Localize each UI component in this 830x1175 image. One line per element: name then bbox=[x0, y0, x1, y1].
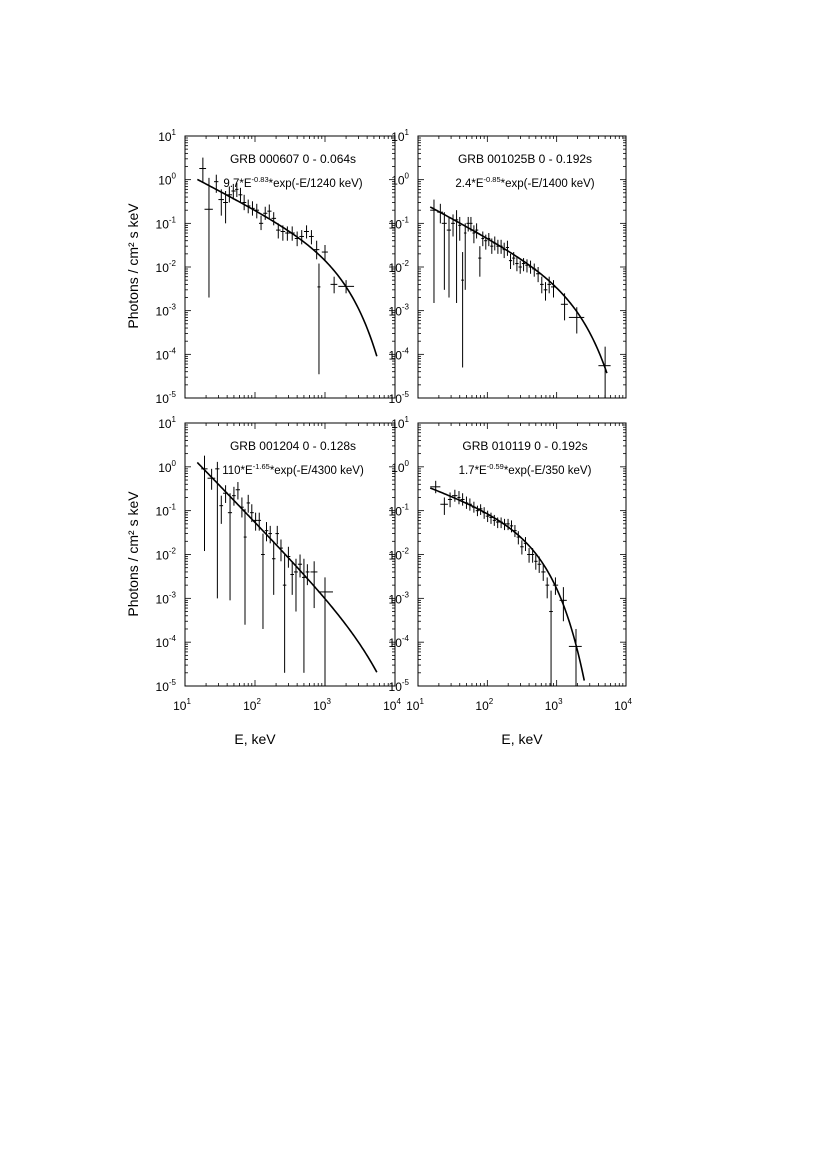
data-point bbox=[549, 591, 553, 686]
data-point bbox=[283, 555, 286, 673]
data-point bbox=[493, 236, 496, 250]
data-point bbox=[290, 226, 295, 240]
y-axis-label-bottom: Photons / cm² s keV bbox=[125, 491, 141, 617]
plot-frame bbox=[185, 423, 395, 686]
y-tick-label: $10^0$ bbox=[158, 171, 176, 188]
y-tick-label: $10^{-2}$ bbox=[155, 546, 176, 563]
x-axis-label-right: E, keV bbox=[501, 731, 543, 747]
x-tick-label: $10^4$ bbox=[614, 697, 632, 713]
data-point bbox=[317, 264, 320, 375]
panel-title: GRB 000607 0 - 0.064s bbox=[229, 152, 357, 166]
data-point bbox=[503, 243, 506, 258]
data-point bbox=[553, 577, 558, 594]
data-point bbox=[442, 212, 447, 290]
data-point bbox=[517, 531, 521, 544]
y-tick-label: $10^{-4}$ bbox=[155, 346, 176, 363]
data-point bbox=[486, 511, 490, 522]
data-point bbox=[478, 246, 481, 277]
data-point bbox=[481, 232, 484, 247]
data-point bbox=[472, 502, 476, 513]
panel-3 bbox=[156, 415, 402, 713]
x-tick-label: $10^1$ bbox=[406, 697, 424, 713]
data-point bbox=[465, 497, 469, 509]
x-axis-label-left: E, keV bbox=[234, 731, 276, 747]
data-point bbox=[236, 482, 240, 499]
y-tick-label: $10^{-1}$ bbox=[388, 215, 409, 232]
data-point bbox=[489, 513, 492, 524]
data-point bbox=[247, 495, 250, 513]
panel-2 bbox=[389, 128, 626, 406]
data-point bbox=[304, 225, 309, 238]
panel-1 bbox=[156, 128, 395, 406]
panel-title: GRB 001025B 0 - 0.192s bbox=[457, 152, 593, 166]
data-point bbox=[461, 252, 464, 367]
data-point bbox=[265, 522, 269, 541]
data-point bbox=[331, 277, 338, 294]
y-tick-label: $10^{-5}$ bbox=[155, 678, 176, 694]
data-point bbox=[509, 254, 512, 269]
data-point bbox=[259, 216, 263, 230]
model-curve bbox=[197, 462, 376, 672]
data-point bbox=[250, 504, 254, 522]
data-point bbox=[201, 456, 207, 551]
panel-4 bbox=[389, 415, 633, 713]
data-point bbox=[544, 282, 548, 300]
data-point bbox=[298, 555, 302, 578]
x-tick-label: $10^2$ bbox=[243, 697, 261, 713]
data-point bbox=[457, 491, 460, 504]
data-point bbox=[309, 230, 314, 244]
y-tick-label: $10^1$ bbox=[391, 415, 409, 431]
data-point bbox=[545, 577, 549, 598]
data-point bbox=[267, 204, 271, 218]
data-point bbox=[540, 277, 544, 294]
data-point bbox=[272, 541, 275, 595]
x-tick-label: $10^4$ bbox=[383, 697, 401, 713]
data-point bbox=[310, 561, 317, 608]
data-point bbox=[536, 267, 540, 282]
model-label: $2.4*E^{-0.85}*\exp(-E/1400$ keV) bbox=[455, 175, 595, 190]
data-point bbox=[538, 557, 542, 573]
model-label: $110*E^{-1.65}*\exp(-E/4300$ keV) bbox=[222, 462, 364, 477]
data-point bbox=[240, 497, 244, 517]
panel-title: GRB 010119 0 - 0.192s bbox=[462, 439, 588, 453]
y-tick-label: $10^{-1}$ bbox=[388, 502, 409, 519]
y-tick-label: $10^1$ bbox=[391, 128, 409, 144]
y-tick-label: $10^{-3}$ bbox=[155, 302, 176, 319]
data-point bbox=[452, 490, 457, 502]
data-point bbox=[338, 280, 354, 293]
data-point bbox=[458, 217, 461, 241]
model-label: $1.7*E^{-0.59}*\exp(-E/350$ keV) bbox=[458, 462, 592, 477]
y-tick-label: $10^{-4}$ bbox=[388, 634, 409, 651]
x-tick-label: $10^3$ bbox=[313, 697, 331, 713]
data-point bbox=[520, 540, 524, 554]
data-point bbox=[261, 534, 265, 629]
data-point bbox=[529, 261, 533, 274]
data-point bbox=[527, 548, 531, 563]
y-tick-label: $10^1$ bbox=[158, 415, 176, 431]
y-tick-label: $10^{-4}$ bbox=[155, 634, 176, 651]
data-point bbox=[447, 217, 451, 298]
data-point bbox=[464, 223, 467, 289]
data-point bbox=[440, 497, 448, 514]
y-tick-label: $10^{-5}$ bbox=[155, 390, 176, 406]
x-tick-label: $10^1$ bbox=[173, 697, 191, 713]
data-point bbox=[513, 525, 516, 537]
data-point bbox=[534, 555, 537, 570]
data-point bbox=[515, 257, 518, 271]
data-point bbox=[560, 587, 567, 621]
data-point bbox=[496, 240, 499, 254]
data-point bbox=[244, 509, 247, 625]
data-point bbox=[561, 293, 568, 320]
data-point bbox=[314, 241, 320, 260]
data-point bbox=[238, 188, 242, 203]
y-tick-label: $10^{-5}$ bbox=[388, 390, 409, 406]
data-point bbox=[506, 241, 509, 256]
data-point bbox=[525, 259, 528, 272]
x-tick-label: $10^2$ bbox=[475, 697, 494, 713]
y-tick-label: $10^0$ bbox=[391, 171, 409, 188]
data-point bbox=[475, 223, 478, 238]
data-point bbox=[246, 200, 250, 214]
y-tick-label: $10^{-3}$ bbox=[388, 302, 409, 319]
y-tick-label: $10^{-1}$ bbox=[155, 215, 176, 232]
y-tick-label: $10^{-5}$ bbox=[388, 678, 409, 694]
y-tick-label: $10^{-3}$ bbox=[388, 590, 409, 607]
y-tick-label: $10^1$ bbox=[158, 128, 176, 144]
data-point bbox=[242, 195, 246, 210]
data-point bbox=[219, 496, 223, 524]
data-point bbox=[250, 201, 254, 215]
model-curve bbox=[430, 488, 584, 681]
model-curve bbox=[197, 179, 376, 356]
data-point bbox=[430, 200, 437, 303]
data-point bbox=[275, 526, 279, 545]
y-tick-label: $10^{-1}$ bbox=[155, 502, 176, 519]
x-tick-label: $10^3$ bbox=[544, 697, 563, 713]
data-point bbox=[472, 225, 475, 243]
data-point bbox=[205, 178, 213, 298]
y-tick-label: $10^0$ bbox=[158, 458, 176, 475]
data-point bbox=[468, 498, 472, 510]
y-tick-label: $10^{-4}$ bbox=[388, 346, 409, 363]
y-tick-label: $10^{-3}$ bbox=[155, 590, 176, 607]
data-point bbox=[455, 210, 458, 303]
data-point bbox=[519, 261, 522, 274]
data-point bbox=[290, 561, 294, 595]
model-label: $9.7*E^{-0.83}*\exp(-E/1240$ keV) bbox=[223, 175, 363, 190]
data-point bbox=[460, 493, 464, 505]
data-point bbox=[306, 564, 310, 585]
panel-title: GRB 001204 0 - 0.128s bbox=[229, 439, 357, 453]
y-tick-label: $10^{-2}$ bbox=[388, 259, 409, 275]
data-point bbox=[199, 158, 206, 182]
y-tick-label: $10^{-2}$ bbox=[155, 259, 176, 275]
y-axis-label-top: Photons / cm² s keV bbox=[125, 203, 141, 329]
y-tick-label: $10^0$ bbox=[391, 458, 409, 475]
y-tick-label: $10^{-2}$ bbox=[388, 546, 409, 563]
data-point bbox=[482, 507, 485, 519]
data-point bbox=[228, 493, 232, 600]
data-point bbox=[295, 232, 300, 247]
